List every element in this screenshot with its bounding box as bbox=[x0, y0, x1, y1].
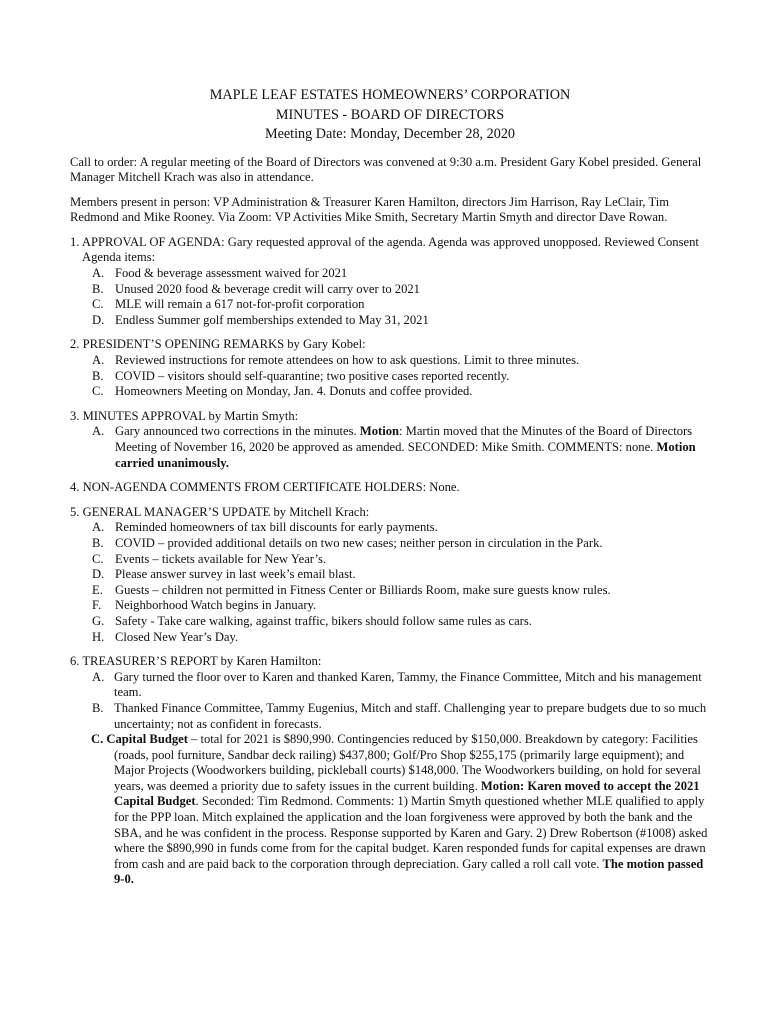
list-item-capital-budget bbox=[70, 732, 710, 888]
list-item bbox=[70, 701, 710, 732]
list-item bbox=[70, 384, 710, 400]
list-item bbox=[70, 670, 710, 701]
update-list bbox=[70, 520, 710, 645]
list-item bbox=[70, 282, 710, 298]
item-label: D. bbox=[92, 567, 105, 582]
item-label: A. bbox=[92, 353, 105, 368]
motion-result: Motion carried unanimously. bbox=[115, 440, 696, 470]
minutes-list bbox=[70, 424, 710, 471]
item-text: – total for 2021 is $890,990. Contingencies reduced by $150,000. Breakdown by category: Facilities (roads, pool furniture, Sandbar deck railing) $437,800; Golf/Pro Shop $255,175 (primarily large equipment); and Major Projects (Woodworkers building, pickleball courts) $148,000. The Woodworkers building, on hold for several years, was deemed a priority due to safety issues in the current building. bbox=[114, 732, 701, 793]
item-text: Homeowners Meeting on Monday, Jan. 4. Donuts and coffee provided. bbox=[115, 384, 473, 399]
list-item bbox=[70, 567, 710, 583]
item-text: Safety - Take care walking, against traffic, bikers should follow same rules as cars. bbox=[115, 613, 532, 628]
item-text: COVID – provided additional details on two new cases; neither person in circulation in the Park. bbox=[115, 535, 603, 550]
document-title: MINUTES - BOARD OF DIRECTORS bbox=[275, 106, 505, 123]
list-item bbox=[70, 583, 710, 599]
list-item bbox=[70, 630, 710, 646]
item-text: Please answer survey in last week’s email blast. bbox=[115, 567, 356, 582]
motion-label: Motion bbox=[359, 424, 399, 439]
section-title: 6. TREASURER’S REPORT by Karen Hamilton: bbox=[70, 654, 322, 669]
item-label: C. bbox=[92, 384, 104, 399]
item-text: Endless Summer golf memberships extended to May 31, 2021 bbox=[115, 312, 429, 327]
section-title: 4. NON-AGENDA COMMENTS FROM CERTIFICATE HOLDERS: None. bbox=[70, 480, 460, 495]
item-label: H. bbox=[92, 629, 105, 644]
document-header bbox=[70, 86, 710, 145]
section-title: 2. PRESIDENT’S OPENING REMARKS by Gary Kobel: bbox=[70, 337, 366, 352]
list-item bbox=[70, 313, 710, 329]
meeting-date: Meeting Date: Monday, December 28, 2020 bbox=[264, 126, 516, 142]
section-title-continuation: Agenda items: bbox=[82, 250, 156, 265]
call-to-order-paragraph: Call to order: A regular meeting of the Board of Directors was convened at 9:30 a.m. President Gary Kobel presided. General Manager Mitchell Krach was also in attendance. bbox=[70, 154, 702, 185]
section-treasurers-report bbox=[70, 654, 710, 888]
item-text: Closed New Year’s Day. bbox=[115, 629, 239, 644]
list-item bbox=[70, 536, 710, 552]
treasurer-list bbox=[70, 670, 710, 888]
item-text: Thanked Finance Committee, Tammy Eugenius, Mitch and staff. Challenging year to prepare budgets due to so much uncertainty; not as confident in forecasts. bbox=[114, 700, 707, 731]
capital-budget-label: C. Capital Budget bbox=[91, 732, 188, 747]
list-item bbox=[70, 520, 710, 536]
item-label: G. bbox=[92, 613, 105, 628]
section-minutes-approval bbox=[70, 409, 710, 471]
item-label: B. bbox=[92, 535, 104, 550]
section-presidents-remarks bbox=[70, 337, 710, 399]
list-item bbox=[70, 614, 710, 630]
item-text: Unused 2020 food & beverage credit will carry over to 2021 bbox=[115, 281, 420, 296]
list-item bbox=[70, 266, 710, 282]
section-title: 3. MINUTES APPROVAL by Martin Smyth: bbox=[70, 408, 299, 423]
item-text: Food & beverage assessment waived for 2021 bbox=[115, 266, 348, 281]
item-label: C. bbox=[92, 551, 104, 566]
item-text: : Martin moved that the Minutes of the Board of Directors Meeting of November 16, 2020 be approved as amended. SECONDED: Mike Smith. COMMENTS: none. bbox=[115, 424, 693, 454]
section-general-manager-update bbox=[70, 505, 710, 645]
item-label: B. bbox=[92, 281, 104, 296]
corporation-name: MAPLE LEAF ESTATES HOMEOWNERS’ CORPORATION bbox=[209, 87, 571, 103]
motion-label: Motion: Karen moved to accept the 2021 Capital Budget bbox=[114, 778, 700, 809]
item-label: B. bbox=[92, 368, 104, 383]
item-text: MLE will remain a 617 not-for-profit corporation bbox=[115, 297, 365, 312]
agenda-list bbox=[70, 266, 710, 328]
item-text: . Seconded: Tim Redmond. Comments: 1) Martin Smyth questioned whether MLE qualified to apply for the PPP loan. Mitch explained the application and the loan forgiveness were approved by both the bank and the SBA, and he was confident in the process. Response supported by Karen and Gary. 2) Drew Robertson (#1008) asked where the $890,990 in funds come from for the capital budget. Karen responded funds for capital expenses are drawn from cash and are paid back to the corporation through depreciation. Gary called a roll call vote. bbox=[114, 794, 708, 871]
item-text: Neighborhood Watch begins in January. bbox=[115, 598, 317, 613]
item-text: Events – tickets available for New Year’s. bbox=[115, 551, 327, 566]
item-label: C. bbox=[92, 297, 104, 312]
list-item bbox=[70, 424, 710, 471]
item-text: Guests – children not permitted in Fitness Center or Billiards Room, make sure guests know rules. bbox=[115, 582, 611, 597]
list-item bbox=[70, 353, 710, 369]
list-item bbox=[70, 598, 710, 614]
item-label: A. bbox=[92, 669, 105, 684]
item-label: A. bbox=[92, 424, 105, 439]
item-label: A. bbox=[92, 266, 105, 281]
item-text: Reminded homeowners of tax bill discounts for early payments. bbox=[115, 520, 438, 535]
item-text: COVID – visitors should self-quarantine; two positive cases reported recently. bbox=[115, 368, 510, 383]
item-label: B. bbox=[92, 700, 104, 715]
motion-result: The motion passed 9-0. bbox=[114, 856, 704, 887]
section-approval-of-agenda bbox=[70, 235, 710, 329]
item-label: A. bbox=[92, 520, 105, 535]
item-text: Gary announced two corrections in the minutes. bbox=[115, 424, 360, 439]
section-non-agenda-comments bbox=[70, 480, 710, 496]
item-label: F. bbox=[92, 598, 102, 613]
members-present-paragraph: Members present in person: VP Administration & Treasurer Karen Hamilton, directors Jim Harrison, Ray LeClair, Tim Redmond and Mike Rooney. Via Zoom: VP Activities Mike Smith, Secretary Martin Smyth and director Dave Rowan. bbox=[70, 194, 670, 225]
list-item bbox=[70, 297, 710, 313]
item-label: D. bbox=[92, 312, 105, 327]
list-item bbox=[70, 552, 710, 568]
section-title: 5. GENERAL MANAGER’S UPDATE by Mitchell Krach: bbox=[70, 504, 370, 519]
item-label: E. bbox=[92, 582, 103, 597]
section-title: 1. APPROVAL OF AGENDA: Gary requested approval of the agenda. Agenda was approved unopposed. Reviewed Consent bbox=[70, 234, 699, 249]
item-text: Reviewed instructions for remote attendees on how to ask questions. Limit to three minutes. bbox=[115, 353, 580, 368]
item-text: Gary turned the floor over to Karen and thanked Karen, Tammy, the Finance Committee, Mitch and his management team. bbox=[114, 669, 702, 700]
remarks-list bbox=[70, 353, 710, 400]
list-item bbox=[70, 369, 710, 385]
